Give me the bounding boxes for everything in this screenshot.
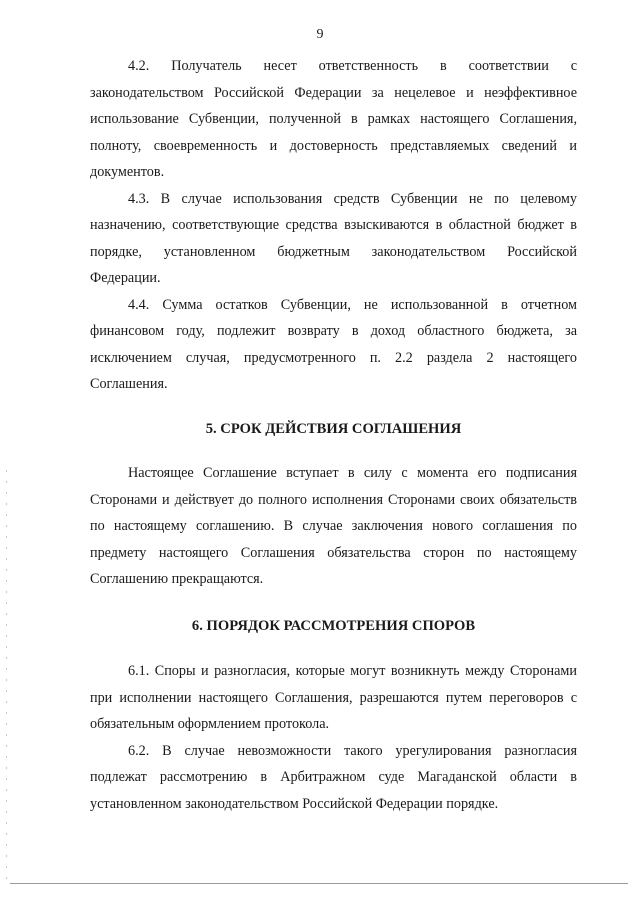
paragraph-4-4: 4.4. Сумма остатков Субвенции, не использованной в отчетном финансовом году, подлежит возврату в доход областного бюджета, за исключением случая, предусмотренного п. 2.2 раздела 2 настоящего Соглашения. <box>90 296 577 392</box>
paragraph-6-2: 6.2. В случае невозможности такого урегулирования разногласия подлежат рассмотрению в Арбитражном суде Магаданской области в установленном законодательством Российской Федерации порядке. <box>90 742 577 812</box>
section-6-heading: 6. ПОРЯДОК РАССМОТРЕНИЯ СПОРОВ <box>191 617 476 634</box>
page-bottom-edge <box>10 883 628 884</box>
section-5-heading: 5. СРОК ДЕЙСТВИЯ СОГЛАШЕНИЯ <box>205 420 462 437</box>
page-number: 9 <box>316 27 324 42</box>
paragraph-6-1: 6.1. Споры и разногласия, которые могут возникнуть между Сторонами при исполнении настоящего Соглашения, разрешаются путем переговоров с обязательным оформлением протокола. <box>90 663 577 732</box>
scan-edge-artifact <box>6 470 7 880</box>
paragraph-4-2: 4.2. Получатель несет ответственность в соответствии с законодательством Российской Федерации за нецелевое и неэффективное использование Субвенции, полученной в рамках настоящего Соглашения, полноту, своевременность и достоверность представляемых сведений и документов. <box>90 58 577 180</box>
paragraph-5-1: Настоящее Соглашение вступает в силу с момента его подписания Сторонами и действует до полного исполнения Сторонами своих обязательств по настоящему соглашению. В случае заключения нового соглашения по предмету настоящего Соглашения обязательства сторон по настоящему Соглашению прекращаются. <box>90 465 577 587</box>
document-body <box>90 53 577 817</box>
paragraph-4-3: 4.3. В случае использования средств Субвенции не по целевому назначению, соответствующие средства взыскиваются в областной бюджет в порядке, установленном бюджетным законодательством Российской Федерации. <box>90 190 577 286</box>
